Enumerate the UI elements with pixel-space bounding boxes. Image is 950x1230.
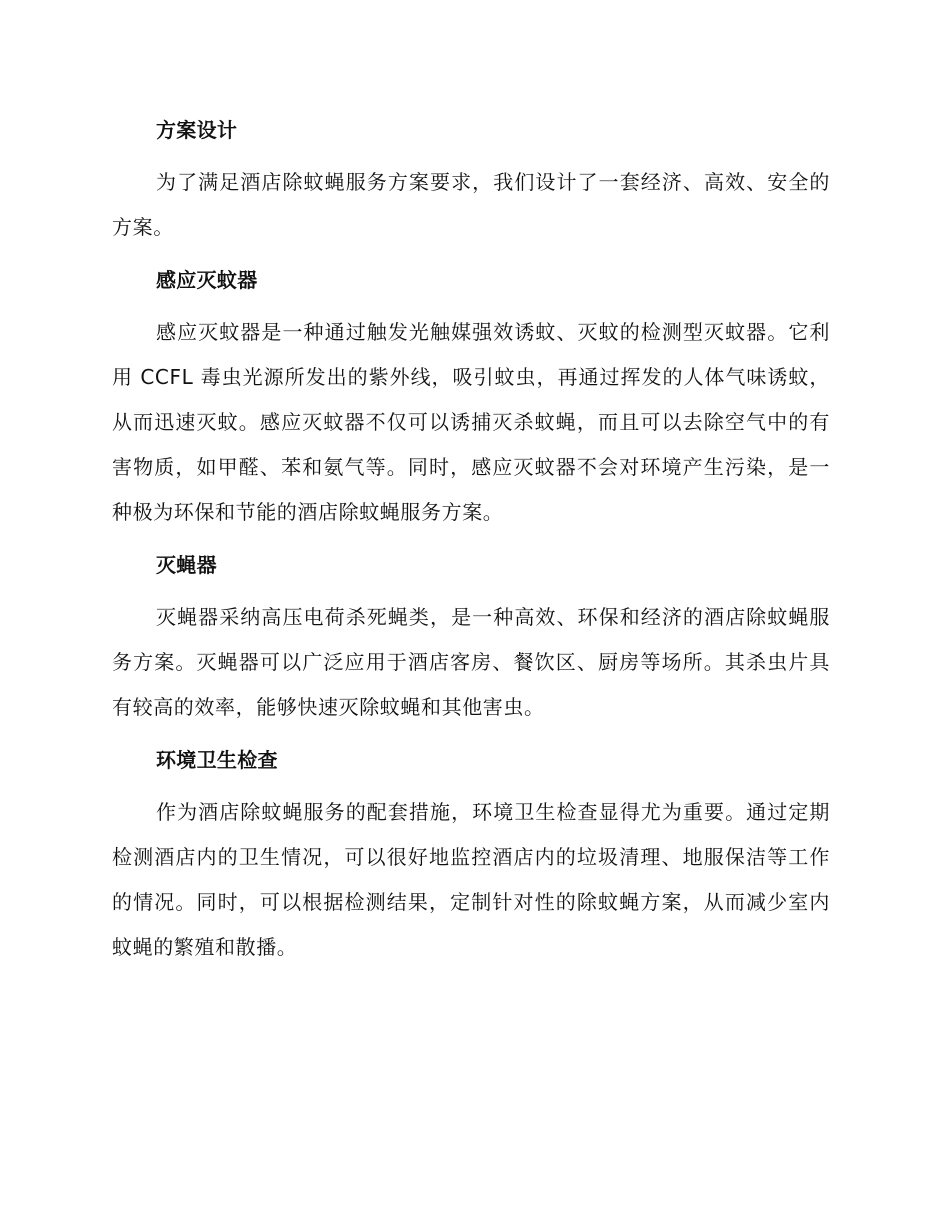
section-heading-plan-design: 方案设计 bbox=[156, 118, 238, 142]
section-heading-hygiene-inspection: 环境卫生检查 bbox=[156, 748, 278, 772]
document-page bbox=[112, 112, 830, 970]
section-paragraph-fly-killer: 灭蝇器采纳高压电荷杀死蝇类，是一种高效、环保和经济的酒店除蚊蝇服务方案。灭蝇器可以广泛应用于酒店客房、餐饮区、厨房等场所。其杀虫片具有较高的效率，能够快速灭除蚊蝇和其他害虫。 bbox=[112, 605, 830, 719]
section-heading-fly-killer: 灭蝇器 bbox=[156, 553, 217, 577]
section-heading-mosquito-killer: 感应灭蚊器 bbox=[156, 268, 258, 292]
section-paragraph-hygiene-inspection: 作为酒店除蚊蝇服务的配套措施，环境卫生检查显得尤为重要。通过定期检测酒店内的卫生情况，可以很好地监控酒店内的垃圾清理、地服保洁等工作的情况。同时，可以根据检测结果，定制针对性的除蚊蝇方案，从而减少室内蚊蝇的繁殖和散播。 bbox=[112, 800, 830, 959]
section-paragraph-mosquito-killer: 感应灭蚊器是一种通过触发光触媒强效诱蚊、灭蚊的检测型灭蚊器。它利用 CCFL 毒虫光源所发出的紫外线，吸引蚊虫，再通过挥发的人体气味诱蚊，从而迅速灭蚊。感应灭蚊器不仅可以诱捕灭杀蚊蝇，而且可以去除空气中的有害物质，如甲醛、苯和氨气等。同时，感应灭蚊器不会对环境产生污染，是一种极为环保和节能的酒店除蚊蝇服务方案。 bbox=[112, 320, 830, 524]
section-paragraph-plan-design: 为了满足酒店除蚊蝇服务方案要求，我们设计了一套经济、高效、安全的方案。 bbox=[112, 170, 830, 239]
